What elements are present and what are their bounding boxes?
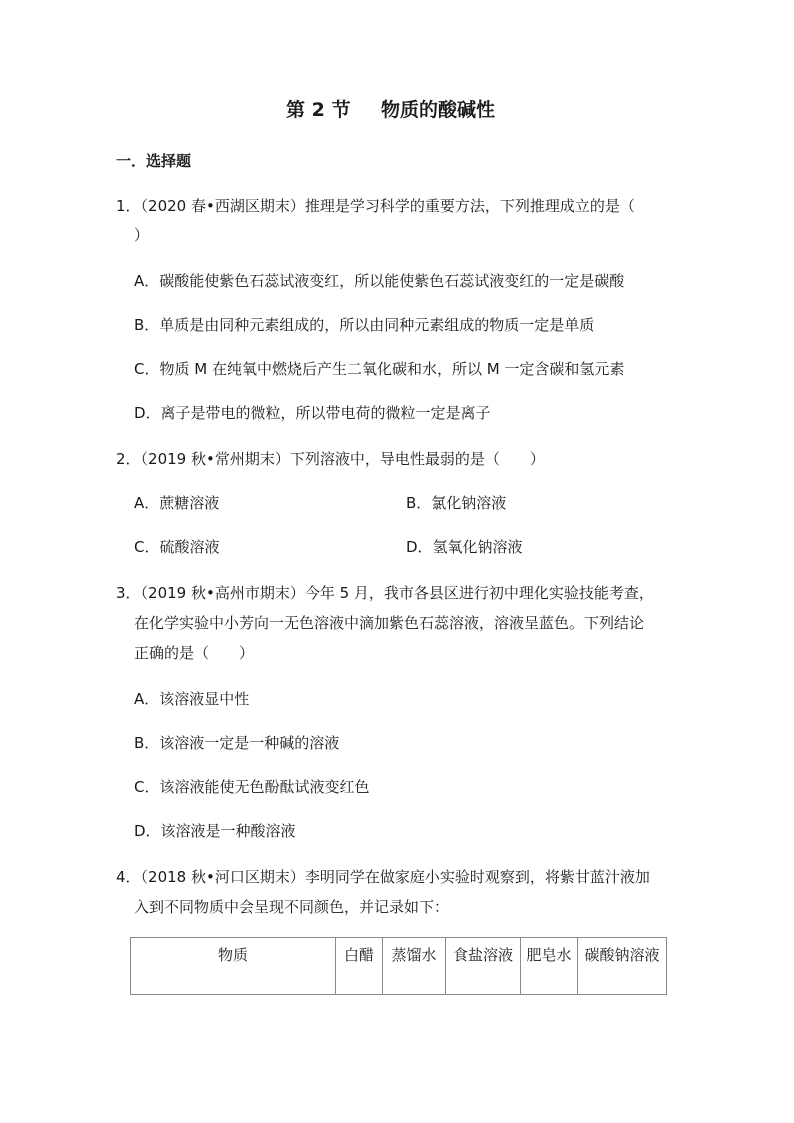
option-b: B．氯化钠溶液	[406, 494, 507, 512]
question-stem-cont: 入到不同物质中会呈现不同颜色，并记录如下：	[134, 898, 450, 916]
table-header-cell: 肥皂水	[521, 938, 578, 995]
option-d: D．该溶液是一种酸溶液	[134, 822, 296, 840]
question-stem-cont: 在化学实验中小芳向一无色溶液中滴加紫色石蕊溶液，溶液呈蓝色。下列结论	[134, 614, 645, 632]
option-c: C．硫酸溶液	[134, 538, 220, 556]
question-1-line1	[116, 196, 635, 216]
table-header-cell: 碳酸钠溶液	[578, 938, 667, 995]
question-3-line1	[116, 583, 654, 603]
question-number: 3．	[116, 584, 141, 602]
option-d: D．氢氧化钠溶液	[406, 538, 523, 556]
question-stem: 李明同学在做家庭小实验时观察到，将紫甘蓝汁液加	[304, 868, 650, 886]
option-a: A．该溶液显中性	[134, 690, 250, 708]
question-source: （2020 春•西湖区期末）	[140, 197, 305, 215]
question-stem: 下列溶液中，导电性最弱的是（ ）	[289, 450, 545, 468]
section-heading: 一．选择题	[116, 152, 192, 170]
question-number: 1．	[116, 197, 141, 215]
question-2-line1	[116, 449, 545, 469]
question-source: （2019 秋•高州市期末）	[140, 584, 305, 602]
table-header-cell: 蒸馏水	[383, 938, 446, 995]
option-a: A．碳酸能使紫色石蕊试液变红，所以能使紫色石蕊试液变红的一定是碳酸	[134, 272, 625, 290]
question-stem-cont: 正确的是（ ）	[134, 644, 255, 662]
option-c: C．该溶液能使无色酚酞试液变红色	[134, 778, 370, 796]
option-b: B．单质是由同种元素组成的，所以由同种元素组成的物质一定是单质	[134, 316, 595, 334]
question-source: （2019 秋•常州期末）	[140, 450, 290, 468]
page-title: 物质的酸碱性	[381, 99, 496, 121]
section-number: 第 2 节	[286, 99, 351, 121]
question-stem-cont: ）	[134, 226, 150, 244]
color-record-table	[130, 937, 667, 995]
question-4-line1	[116, 867, 650, 887]
question-stem: 推理是学习科学的重要方法，下列推理成立的是（	[304, 197, 635, 215]
option-c: C．物质 M 在纯氧中燃烧后产生二氧化碳和水，所以 M 一定含碳和氢元素	[134, 360, 625, 378]
question-source: （2018 秋•河口区期末）	[140, 868, 305, 886]
table-row	[131, 938, 667, 995]
option-d: D．离子是带电的微粒，所以带电荷的微粒一定是离子	[134, 404, 491, 422]
question-number: 2．	[116, 450, 141, 468]
option-a: A．蔗糖溶液	[134, 494, 220, 512]
question-stem: 今年 5 月，我市各县区进行初中理化实验技能考查，	[304, 584, 654, 602]
table-header-cell: 白醋	[336, 938, 383, 995]
table-header-cell: 食盐溶液	[446, 938, 521, 995]
question-number: 4．	[116, 868, 141, 886]
option-b: B．该溶液一定是一种碱的溶液	[134, 734, 340, 752]
table-header-cell: 物质	[131, 938, 336, 995]
